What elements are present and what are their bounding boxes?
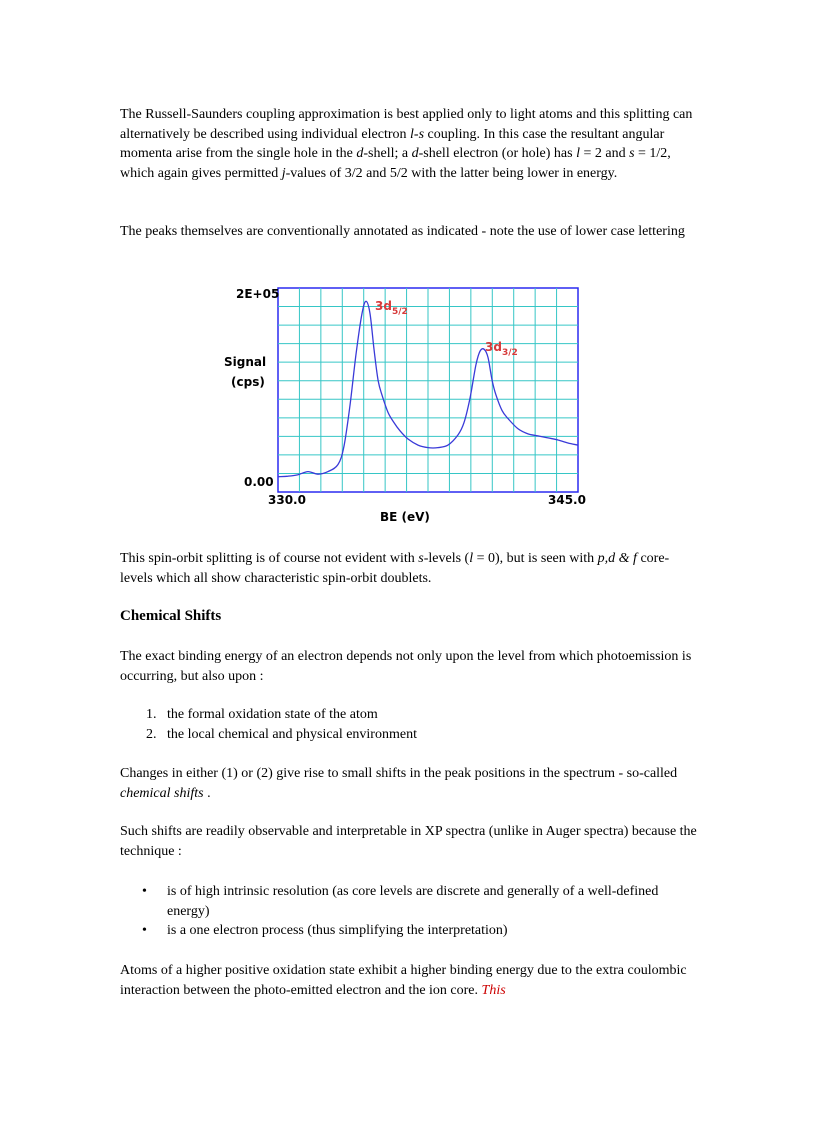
- text-run: The Russell-Saunders coupling approximation is best applied only to light atoms and this splitting can alternatively be described using individual electron: [120, 107, 693, 142]
- list-item: [120, 921, 700, 941]
- text-run: core-levels which all show characteristic spin-orbit doublets.: [120, 551, 670, 586]
- paragraph-peak-annotation: The peaks themselves are conventionally annotated as indicated - note the use of lower case lettering: [120, 224, 685, 239]
- bullet-icon: •: [142, 923, 147, 939]
- section-heading-chemical-shifts: Chemical Shifts: [120, 608, 222, 624]
- paragraph-spin-orbit: [120, 549, 700, 588]
- bullet-icon: •: [142, 884, 147, 899]
- list-item: [120, 725, 700, 745]
- text-run: -shell; a: [363, 146, 412, 162]
- text-run: Changes in either (1) or (2) give rise to small shifts in the peak positions in the spectrum - so-called: [120, 766, 678, 781]
- list-number: 1.: [146, 707, 157, 722]
- text-run: = 1/2, which again gives permitted: [120, 146, 671, 181]
- peak-annotation-1: $3d_{3/2}$: [485, 340, 518, 358]
- peak-annotation-0: $3d_{5/2}$: [375, 299, 408, 318]
- list-item: [120, 705, 700, 725]
- italic-term: p,d & f: [597, 551, 637, 566]
- bullet-list: [120, 882, 700, 941]
- y-tick-label-bottom: 0.00: [244, 475, 274, 489]
- italic-term: j: [281, 165, 286, 181]
- italic-term: l: [469, 551, 474, 566]
- x-axis-label: BE (eV): [380, 510, 430, 524]
- text-run: = 2 and: [579, 146, 630, 162]
- italic-term: d: [411, 146, 419, 162]
- list-item-text: is a one electron process (thus simplifying the interpretation): [167, 923, 508, 939]
- xps-spectrum-chart: [220, 282, 600, 527]
- y-axis-label: Signal: [224, 355, 267, 369]
- italic-term: l: [576, 146, 580, 162]
- text-run: This spin-orbit splitting is of course not evident with: [120, 551, 419, 566]
- paragraph-binding-energy: The exact binding energy of an electron depends not only upon the level from which photoemission is occurring, but also upon :: [120, 649, 692, 684]
- text-run: = 0), but is seen with: [473, 551, 598, 566]
- list-item-text: the formal oxidation state of the atom: [167, 707, 378, 722]
- paragraph-russell-saunders: [120, 105, 700, 183]
- list-item: [120, 882, 700, 921]
- italic-term: chemical shifts: [120, 785, 204, 801]
- italic-term: l-s: [410, 126, 425, 142]
- text-run: -shell electron (or hole) has: [418, 146, 577, 162]
- italic-term: s: [629, 146, 635, 162]
- x-tick-label-left: 330.0: [268, 493, 306, 507]
- red-link-text[interactable]: This: [481, 982, 506, 998]
- y-axis-unit: (cps): [231, 375, 265, 389]
- text-run: .: [203, 785, 211, 801]
- list-item-text: is of high intrinsic resolution (as core levels are discrete and generally of a well-defined energy): [167, 884, 659, 919]
- text-run: -values of 3/2 and 5/2 with the latter being lower in energy.: [285, 165, 618, 181]
- text-run: -levels (: [423, 551, 470, 566]
- text-run: coupling. In this case the resultant angular momenta arise from the single hole in the: [120, 126, 665, 162]
- list-number: 2.: [146, 726, 157, 742]
- text-run: Atoms of a higher positive oxidation state exhibit a higher binding energy due to the extra coulombic interaction between the photo-emitted electron and the ion core.: [120, 963, 687, 998]
- paragraph-such-shifts: Such shifts are readily observable and interpretable in XP spectra (unlike in Auger spectra) because the technique :: [120, 824, 697, 859]
- italic-term: d: [356, 146, 364, 162]
- paragraph-atoms: [120, 961, 700, 1000]
- list-item-text: the local chemical and physical environment: [167, 726, 417, 742]
- y-tick-label-top: 2E+05: [236, 287, 280, 301]
- italic-term: s: [418, 551, 424, 566]
- numbered-list: [120, 705, 700, 744]
- x-tick-label-right: 345.0: [548, 493, 586, 507]
- paragraph-changes: [120, 764, 700, 803]
